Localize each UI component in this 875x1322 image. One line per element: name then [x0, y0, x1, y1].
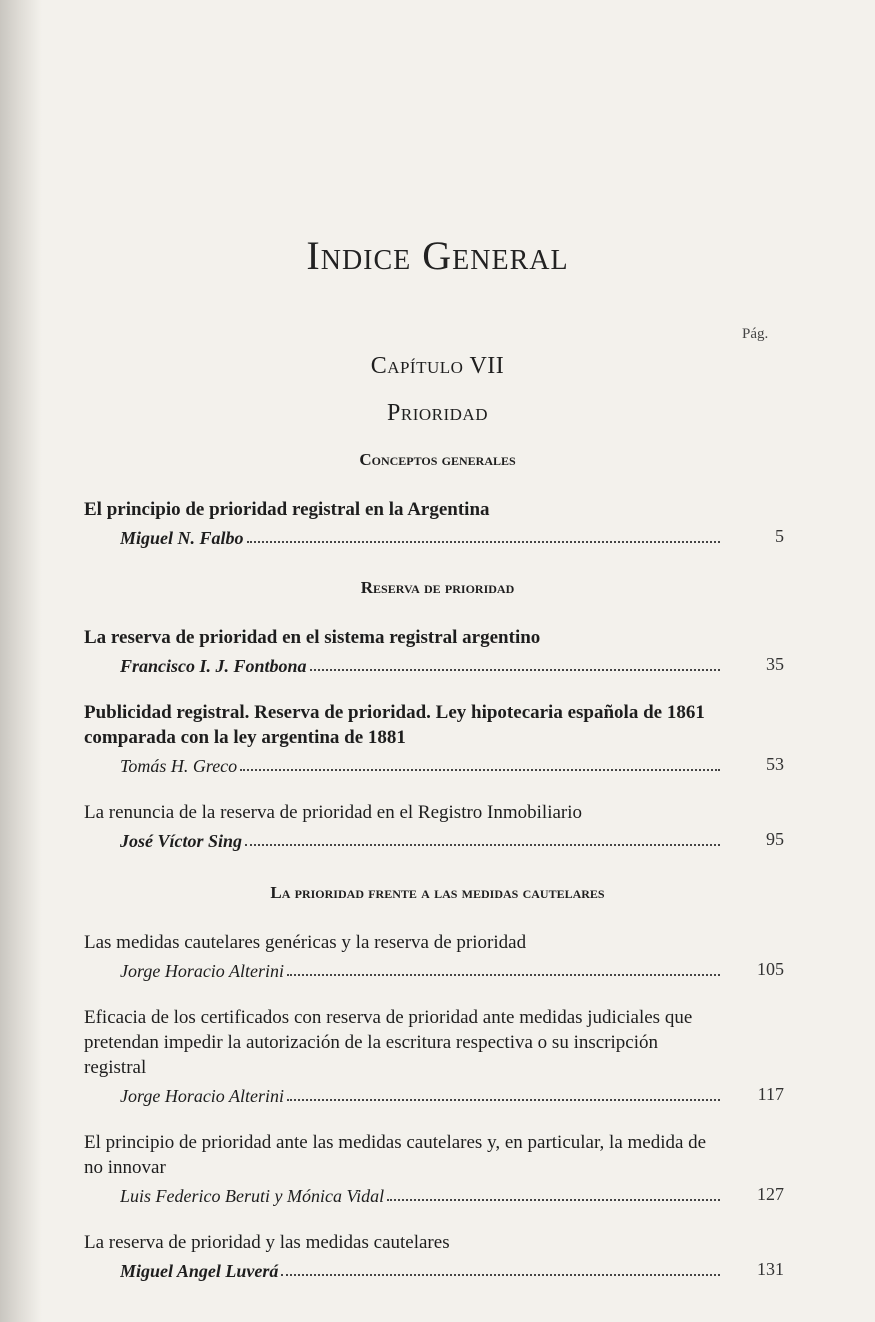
toc-entry[interactable]	[84, 497, 784, 549]
toc-entry[interactable]	[84, 800, 784, 852]
toc-entry[interactable]	[84, 700, 784, 777]
toc-entry-author-line	[84, 1256, 784, 1282]
leader-dots	[310, 668, 720, 671]
toc-entry-page: 105	[757, 959, 784, 979]
leader-dots	[287, 973, 720, 976]
toc-entry-author: Jorge Horacio Alterini	[120, 961, 284, 981]
toc-entry-title: El principio de prioridad registral en la Argentina	[84, 499, 490, 520]
leader-dots	[387, 1198, 720, 1201]
toc-entry-author-line	[84, 523, 784, 549]
toc-entry[interactable]	[84, 625, 784, 677]
toc-entry-page: 127	[757, 1184, 784, 1204]
section-heading-reserva-de-prioridad: Reserva de prioridad	[360, 578, 515, 597]
toc-entry-title: La reserva de prioridad en el sistema registral argentino	[84, 627, 541, 648]
toc-entry-author-line	[84, 651, 784, 677]
toc-entry[interactable]	[84, 1130, 784, 1207]
toc-entry-author: Luis Federico Beruti y Mónica Vidal	[120, 1186, 385, 1206]
leader-dots	[287, 1098, 720, 1101]
leader-dots	[245, 843, 720, 846]
section-heading-prioridad-medidas-cautelares: La prioridad frente a las medidas cautelares	[270, 883, 605, 902]
toc-entry-author-line	[84, 826, 784, 852]
page-column-label: Pág.	[742, 326, 769, 342]
toc-entry-title: El principio de prioridad ante las medidas cautelares y, en particular, la medida de no innovar	[84, 1132, 707, 1178]
toc-entry[interactable]	[84, 1005, 784, 1107]
toc-entry[interactable]	[84, 930, 784, 982]
toc-entry-page: 131	[757, 1259, 784, 1279]
toc-entry[interactable]	[84, 1230, 784, 1282]
toc-entry-title: La reserva de prioridad y las medidas cautelares	[84, 1232, 450, 1253]
toc-entry-author: Miguel N. Falbo	[120, 528, 244, 548]
toc-entry-author-line	[84, 1081, 784, 1107]
toc-entry-title: Eficacia de los certificados con reserva de prioridad ante medidas judiciales que pretendan impedir la autorización de la escritura respectiva o su inscripción registral	[84, 1007, 693, 1078]
toc-entry-page: 95	[766, 829, 784, 849]
toc-entry-author: Miguel Angel Luverá	[120, 1261, 279, 1281]
toc-entry-title: Las medidas cautelares genéricas y la reserva de prioridad	[84, 932, 527, 953]
toc-entry-author-line	[84, 956, 784, 982]
toc-entry-author: Jorge Horacio Alterini	[120, 1086, 284, 1106]
section-heading-conceptos-generales: Conceptos generales	[359, 450, 516, 469]
leader-dots	[281, 1273, 720, 1276]
toc-entry-page: 53	[766, 754, 784, 774]
toc-entry-page: 5	[775, 526, 784, 546]
toc-entry-page: 35	[766, 654, 784, 674]
chapter-heading: Capítulo VII	[370, 353, 505, 379]
toc-entry-title: La renuncia de la reserva de prioridad en el Registro Inmobiliario	[84, 802, 583, 823]
toc-entry-page: 117	[757, 1084, 784, 1104]
toc-entry-author-line	[84, 1181, 784, 1207]
chapter-subtitle: Prioridad	[387, 400, 488, 426]
leader-dots	[247, 540, 720, 543]
toc-entry-title: Publicidad registral. Reserva de prioridad. Ley hipotecaria española de 1861 comparada con la ley argentina de 1881	[84, 702, 705, 748]
toc-entry-author: José Víctor Sing	[120, 831, 243, 851]
page-title: Indice General	[306, 233, 569, 278]
leader-dots	[240, 768, 720, 771]
toc-entry-author: Francisco I. J. Fontbona	[120, 656, 307, 676]
toc-entry-author-line	[84, 751, 784, 777]
toc-entry-author: Tomás H. Greco	[120, 756, 238, 776]
